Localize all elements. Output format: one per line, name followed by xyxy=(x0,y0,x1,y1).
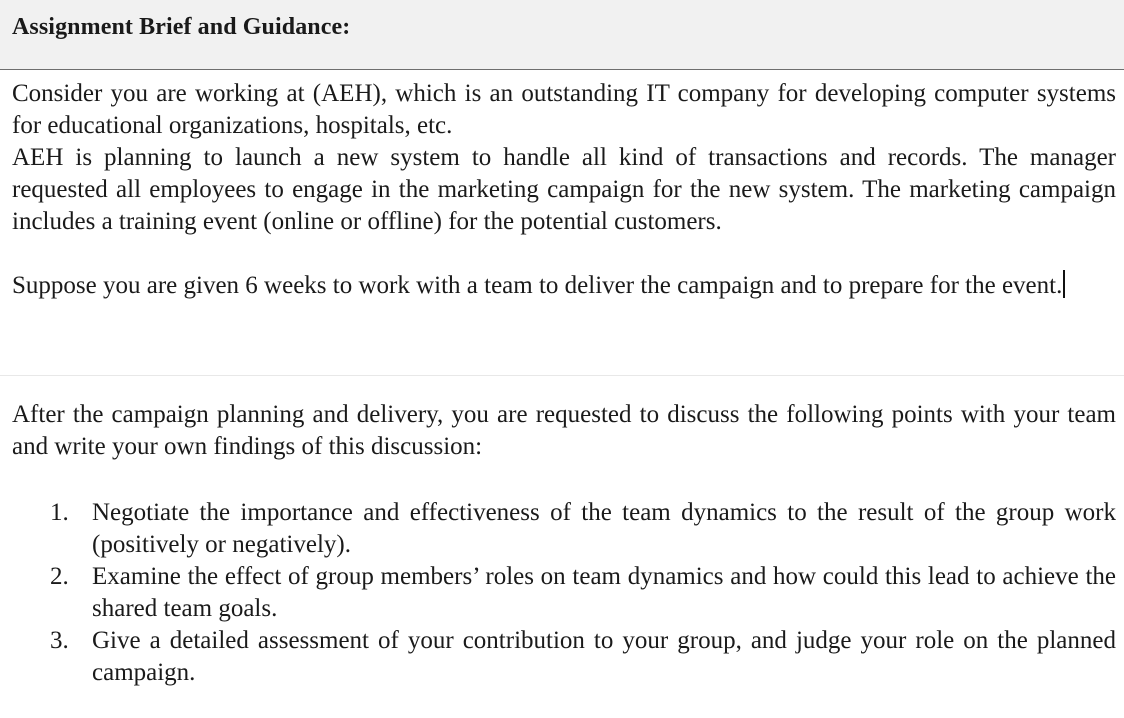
list-item-number: 3. xyxy=(50,627,69,654)
list-item[interactable] xyxy=(50,497,1116,561)
discussion-points-list xyxy=(50,497,1116,689)
section-divider xyxy=(0,375,1124,376)
list-item-text: Give a detailed assessment of your contribution to your group, and judge your role on the planned campaign. xyxy=(92,627,1116,686)
scenario-paragraph[interactable] xyxy=(12,270,1116,302)
page-title: Assignment Brief and Guidance: xyxy=(12,14,351,40)
list-item[interactable] xyxy=(50,625,1116,689)
list-item-number: 1. xyxy=(50,499,69,526)
intro-line-launch: AEH is planning to launch a new system to handle all kind of transactions and records. The manager requested all employees to engage in the marketing campaign for the new system. The marketing campaign includes a training event (online or offline) for the potential customers. xyxy=(12,144,1116,235)
list-item-number: 2. xyxy=(50,563,69,590)
list-item-text: Negotiate the importance and effectiveness of the team dynamics to the result of the group work (positively or negatively). xyxy=(92,499,1116,558)
intro-line-company: Consider you are working at (AEH), which is an outstanding IT company for developing computer systems for educational organizations, hospitals, etc. xyxy=(12,80,1116,139)
intro-paragraph[interactable] xyxy=(12,78,1116,238)
list-item-text: Examine the effect of group members’ roles on team dynamics and how could this lead to achieve the shared team goals. xyxy=(92,563,1116,622)
text-cursor xyxy=(1063,270,1065,298)
header-bar xyxy=(0,0,1124,70)
discussion-text: After the campaign planning and delivery, you are requested to discuss the following points with your team and write your own findings of this discussion: xyxy=(12,401,1116,460)
discussion-paragraph[interactable] xyxy=(12,399,1116,463)
list-item[interactable] xyxy=(50,561,1116,625)
scenario-text: Suppose you are given 6 weeks to work with a team to deliver the campaign and to prepare for the event. xyxy=(12,272,1063,299)
